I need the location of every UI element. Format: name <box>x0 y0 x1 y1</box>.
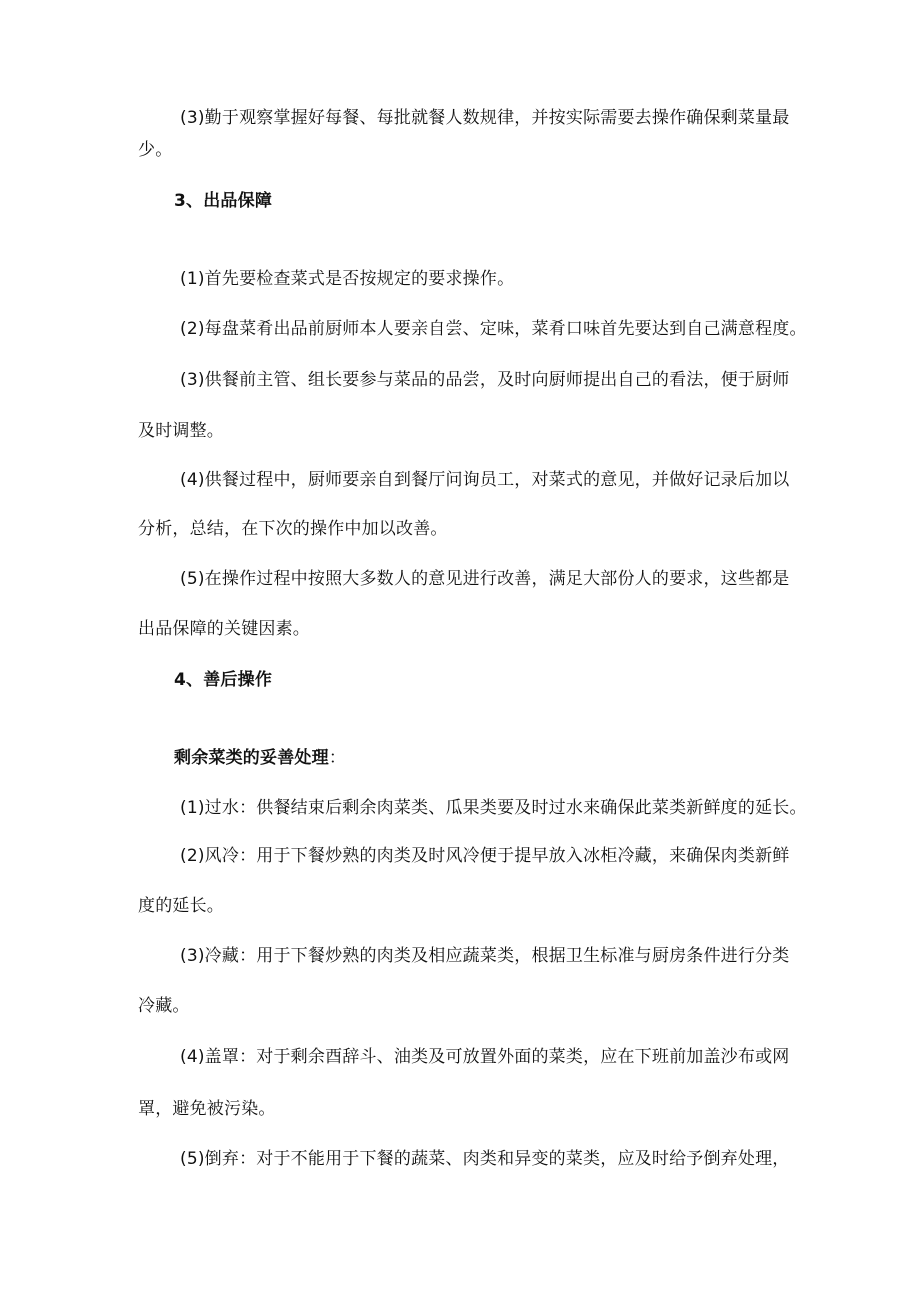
subheading-label: 剩余菜类的妥善处理 <box>174 748 329 768</box>
subheading-colon: ： <box>328 748 347 768</box>
paragraph-line: (5)倒弃：对于不能用于下餐的蔬菜、肉类和异变的菜类，应及时给予倒弃处理， <box>180 1149 790 1169</box>
paragraph-line: (3)冷藏：用于下餐炒熟的肉类及相应蔬菜类，根据卫生标准与厨房条件进行分类 <box>180 946 790 966</box>
paragraph-line: (3)勤于观察掌握好每餐、每批就餐人数规律，并按实际需要去操作确保剩菜量最 <box>180 108 790 128</box>
paragraph-line: 度的延长。 <box>138 896 224 916</box>
paragraph-line: 罩，避免被污染。 <box>138 1099 276 1119</box>
paragraph-line: 少。 <box>138 140 173 160</box>
paragraph-line: (4)盖罩：对于剩余酉辞斗、油类及可放置外面的菜类，应在下班前加盖沙布或网 <box>180 1047 790 1067</box>
section-heading-4: 4、善后操作 <box>174 670 273 690</box>
paragraph-line: 分析，总结，在下次的操作中加以改善。 <box>138 519 448 539</box>
paragraph-line: (2)风冷：用于下餐炒熟的肉类及时风冷便于提早放入冰柜冷藏，来确保肉类新鲜 <box>180 846 790 866</box>
paragraph-line: (3)供餐前主管、组长要参与菜品的品尝，及时向厨师提出自己的看法，便于厨师 <box>180 370 790 390</box>
paragraph-line: (1)首先要检查菜式是否按规定的要求操作。 <box>180 269 515 289</box>
paragraph-line: (4)供餐过程中，厨师要亲自到餐厅问询员工，对菜式的意见，并做好记录后加以 <box>180 470 790 490</box>
paragraph-line: 出品保障的关键因素。 <box>138 619 310 639</box>
paragraph-line: 及时调整。 <box>138 421 224 441</box>
section-heading-3: 3、出品保障 <box>174 191 273 211</box>
paragraph-line: (1)过水：供餐结束后剩余肉菜类、瓜果类要及时过水来确保此菜类新鲜度的延长。 <box>180 798 807 818</box>
paragraph-line: (2)每盘菜肴出品前厨师本人要亲自尝、定味，菜肴口味首先要达到自己满意程度。 <box>180 319 807 339</box>
paragraph-line: (5)在操作过程中按照大多数人的意见进行改善，满足大部份人的要求，这些都是 <box>180 569 790 589</box>
paragraph-line: 冷藏。 <box>138 996 190 1016</box>
subheading <box>174 745 346 771</box>
